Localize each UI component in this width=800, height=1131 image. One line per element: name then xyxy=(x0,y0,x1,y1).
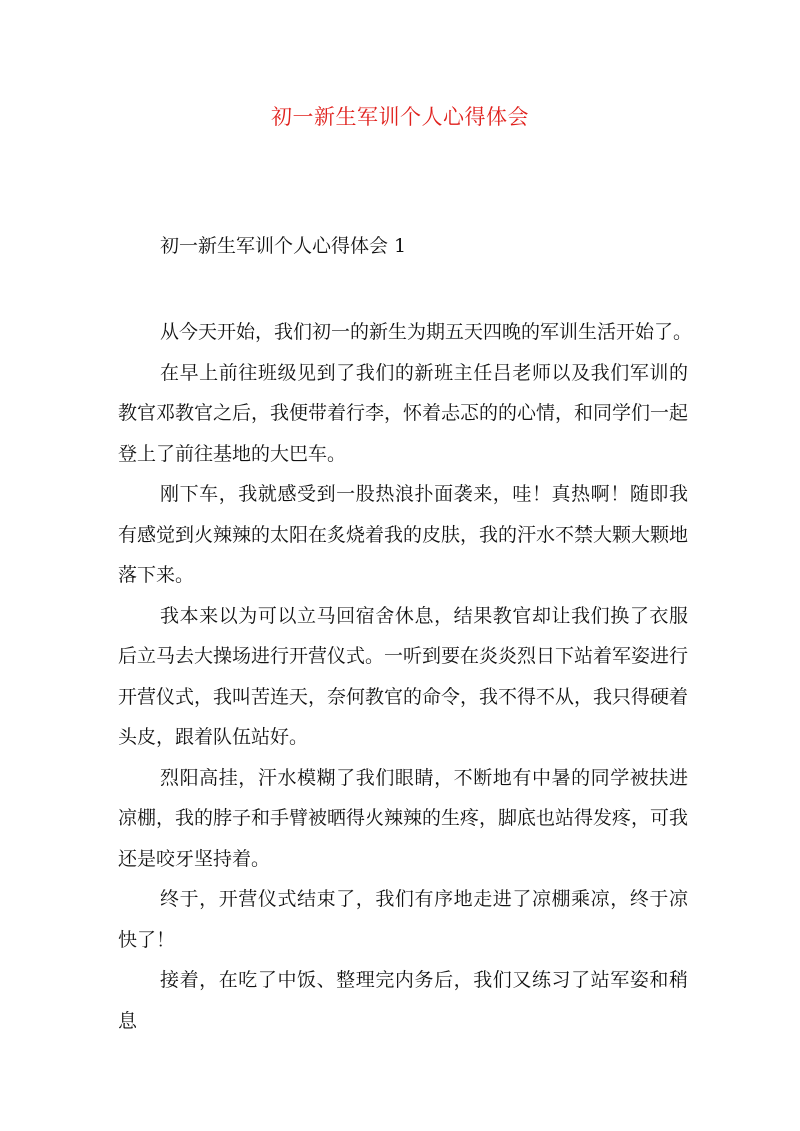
paragraph: 烈阳高挂，汗水模糊了我们眼睛，不断地有中暑的同学被扶进凉棚，我的脖子和手臂被晒得火辣辣的生疼，脚底也站得发疼，可我还是咬牙坚持着。 xyxy=(118,766,689,870)
paragraph: 我本来以为可以立马回宿舍休息，结果教官却让我们换了衣服后立马去大操场进行开营仪式。一听到要在炎炎烈日下站着军姿进行开营仪式，我叫苦连天，奈何教官的命令，我不得不从，我只得硬着头皮，跟着队伍站好。 xyxy=(118,604,689,748)
paragraph: 在早上前往班级见到了我们的新班主任吕老师以及我们军训的教官邓教官之后，我便带着行李，怀着忐忑的的心情，和同学们一起登上了前往基地的大巴车。 xyxy=(118,361,689,465)
document-body xyxy=(118,312,693,1041)
paragraph: 从今天开始，我们初一的新生为期五天四晚的军训生活开始了。 xyxy=(160,321,693,343)
paragraph: 刚下车，我就感受到一股热浪扑面袭来，哇！真热啊！随即我有感觉到火辣辣的太阳在炙烧着我的皮肤，我的汗水不禁大颗大颗地落下来。 xyxy=(118,483,689,586)
paragraph: 接着，在吃了中饭、整理完内务后，我们又练习了站军姿和稍息 xyxy=(118,969,688,1032)
section-heading: 初一新生军训个人心得体会 1 xyxy=(160,235,407,257)
document-title: 初一新生军训个人心得体会 xyxy=(271,105,529,129)
paragraph: 终于，开营仪式结束了，我们有序地走进了凉棚乘凉，终于凉快了！ xyxy=(118,888,688,951)
